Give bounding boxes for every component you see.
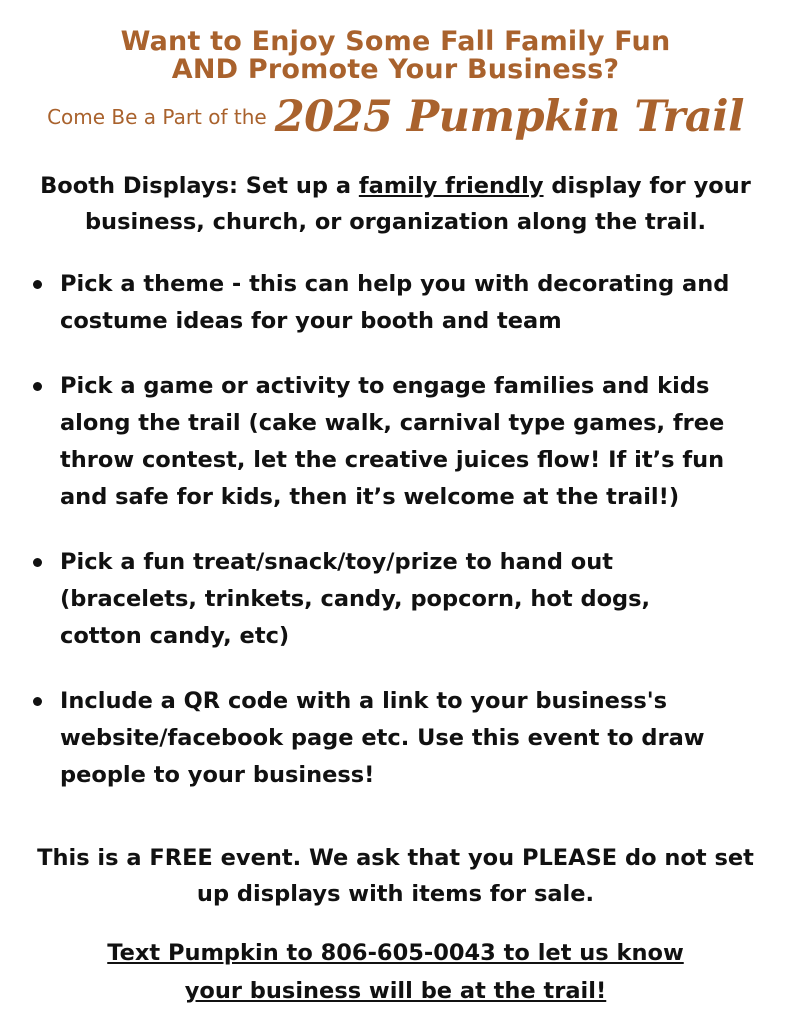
intro-rest: display for your (543, 173, 751, 199)
headline-line-1: Want to Enjoy Some Fall Family Fun (120, 26, 671, 57)
bullet-line: website/facebook page etc. Use this event to draw (60, 725, 705, 751)
event-title: 2025 Pumpkin Trail (274, 92, 744, 142)
list-item (0, 266, 791, 340)
text-signup-call-to-action (0, 934, 791, 1010)
bullet-line: Include a QR code with a link to your business's (60, 688, 668, 714)
notice-line-2: up displays with items for sale. (196, 881, 595, 907)
notice-line-1: This is a FREE event. We ask that you PLEASE do not set (37, 845, 754, 871)
bullet-line: people to your business! (60, 762, 375, 788)
list-item (0, 368, 791, 516)
event-title-prefix: Come Be a Part of the (47, 105, 267, 129)
intro-line-2: business, church, or organization along the trail. (84, 209, 707, 235)
cta-line-2: your business will be at the trail! (184, 978, 607, 1004)
bullet-dot-icon (33, 382, 42, 391)
intro-line-1 (0, 168, 791, 204)
cta-line-1: Text Pumpkin to 806-605-0043 to let us know (107, 940, 684, 966)
bullet-line: throw contest, let the creative juices flow! If it’s fun (60, 447, 725, 473)
intro-underlined: family friendly (358, 173, 544, 199)
free-event-notice (0, 840, 791, 912)
event-title-row (0, 92, 791, 142)
list-item (0, 544, 791, 655)
bullet-line: costume ideas for your booth and team (60, 308, 562, 334)
bullet-dot-icon (33, 558, 42, 567)
booth-displays-intro (0, 168, 791, 240)
bullet-dot-icon (33, 280, 42, 289)
bullet-line: Pick a theme - this can help you with decorating and (60, 271, 730, 297)
bullet-dot-icon (33, 697, 42, 706)
bullet-line: cotton candy, etc) (60, 623, 290, 649)
bullet-line: Pick a game or activity to engage families and kids (60, 373, 710, 399)
bullet-line: (bracelets, trinkets, candy, popcorn, hot dogs, (60, 586, 651, 612)
intro-lead: Booth Displays: Set up a (40, 173, 359, 199)
bullet-line: Pick a fun treat/snack/toy/prize to hand out (60, 549, 614, 575)
bullet-line: and safe for kids, then it’s welcome at the trail!) (60, 484, 680, 510)
headline-line-2: AND Promote Your Business? (171, 54, 620, 85)
booth-tips-list (0, 266, 791, 822)
bullet-line: along the trail (cake walk, carnival type games, free (60, 410, 725, 436)
list-item (0, 683, 791, 794)
